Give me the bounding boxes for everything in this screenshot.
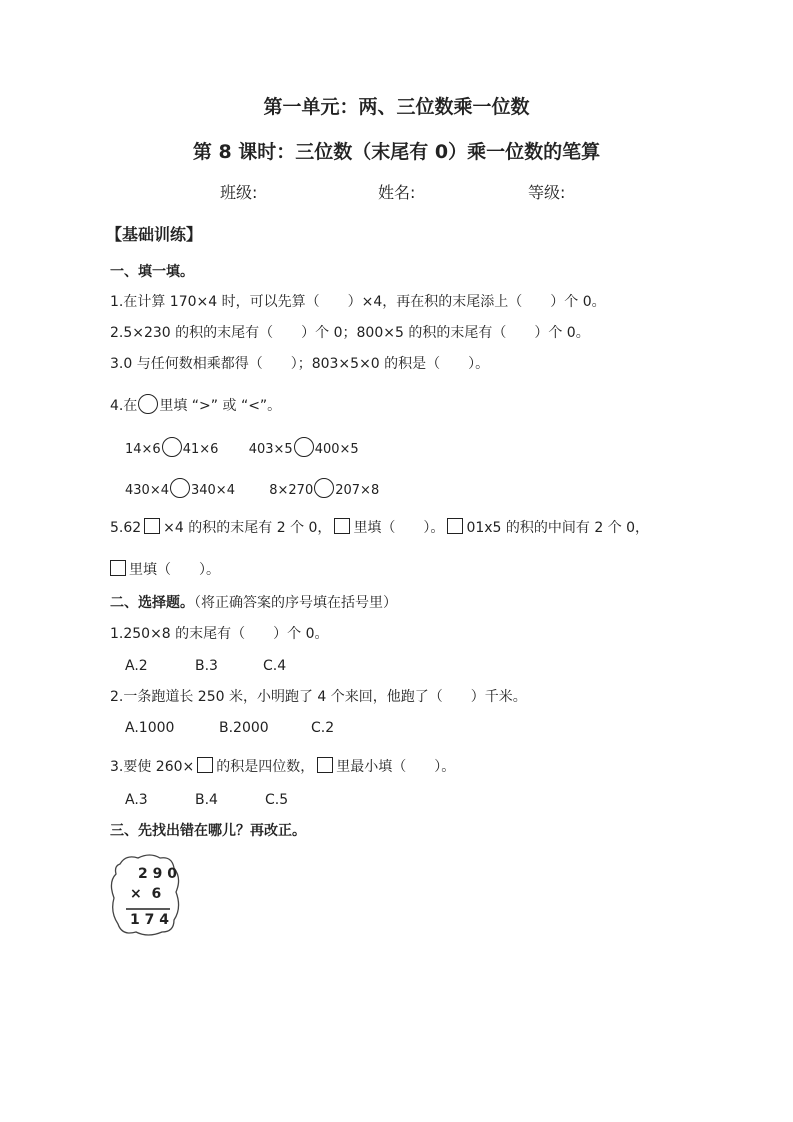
box-icon: [110, 560, 126, 576]
compare-left: 14×6: [125, 442, 161, 457]
question-1-5-cont: [110, 560, 220, 580]
compare-circle-input[interactable]: [294, 437, 314, 457]
name-label: 姓名:: [378, 183, 416, 202]
q-text: 3.要使 260×: [110, 759, 195, 775]
question-1-3: 3.0 与任何数相乘都得（ ）；803×5×0 的积是（ ）。: [110, 356, 490, 372]
compare-circle-input[interactable]: [170, 478, 190, 498]
q4-text-b: 里填 “>” 或 “<”。: [159, 398, 282, 414]
question-2-3: [110, 757, 455, 777]
box-input[interactable]: [447, 518, 463, 534]
question-2-1: 1.250×8 的末尾有（ ）个 0。: [110, 626, 329, 642]
q5-text: 01x5 的积的中间有 2 个 0，: [466, 520, 650, 536]
box-icon: [317, 757, 333, 773]
q5-text: 里填（ ）。: [129, 562, 220, 578]
wrong-calculation-image: [108, 852, 182, 944]
option[interactable]: C.4: [263, 658, 287, 674]
q-text: 里最小填（ ）。: [336, 759, 456, 775]
compare-row: [125, 478, 379, 501]
q5-text: ×4 的积的末尾有 2 个 0，: [163, 520, 332, 536]
part3-heading: 三、先找出错在哪儿？再改正。: [110, 823, 306, 839]
page-title: 第一单元：两、三位数乘一位数: [263, 96, 530, 118]
calc-multiplier: × 6: [130, 886, 162, 902]
box-icon: [334, 518, 350, 534]
compare-row: [125, 437, 359, 460]
compare-circle-input[interactable]: [314, 478, 334, 498]
part2-heading: [110, 593, 397, 613]
compare-right: 340×4: [190, 483, 235, 498]
grade-label: 等级:: [528, 183, 566, 202]
option[interactable]: B.4: [195, 792, 218, 808]
option[interactable]: C.2: [311, 720, 335, 736]
question-1-1: 1.在计算 170×4 时，可以先算（ ）×4，再在积的末尾添上（ ）个 0。: [110, 294, 606, 310]
part2-note: （将正确答案的序号填在括号里）: [194, 595, 397, 611]
section-basic: 【基础训练】: [106, 225, 203, 244]
class-label: 班级:: [220, 183, 258, 202]
question-2-2: 2.一条跑道长 250 米，小明跑了 4 个来回，他跑了（ ）千米。: [110, 689, 527, 705]
option[interactable]: B.2000: [219, 720, 269, 736]
calc-multiplicand: 2 9 0: [138, 866, 177, 882]
question-1-5: [110, 518, 649, 538]
compare-right: 400×5: [314, 442, 359, 457]
q4-text-a: 4.在: [110, 398, 138, 414]
question-1-2: 2.5×230 的积的末尾有（ ）个 0；800×5 的积的末尾有（ ）个 0。: [110, 325, 590, 341]
lesson-title: 第 8 课时：三位数（末尾有 0）乘一位数的笔算: [192, 141, 601, 163]
compare-right: 41×6: [182, 442, 219, 457]
q-text: 的积是四位数，: [216, 759, 315, 775]
q5-text: 里填（ ）。: [353, 520, 445, 536]
option[interactable]: A.2: [125, 658, 148, 674]
compare-left: 430×4: [125, 483, 169, 498]
compare-right: 207×8: [335, 483, 380, 498]
compare-circle-input[interactable]: [162, 437, 182, 457]
option[interactable]: C.5: [265, 792, 289, 808]
box-icon: [197, 757, 213, 773]
q5-text: 5.62: [110, 520, 142, 536]
compare-left: 8×270: [269, 483, 314, 498]
calc-result: 1 7 4: [130, 912, 169, 928]
part1-heading: 一、填一填。: [110, 264, 194, 280]
compare-left: 403×5: [248, 442, 293, 457]
question-1-4: [110, 394, 281, 416]
part2-title: 二、选择题。: [110, 595, 194, 611]
option[interactable]: B.3: [195, 658, 218, 674]
circle-icon: [138, 394, 158, 414]
box-input[interactable]: [144, 518, 160, 534]
option[interactable]: A.3: [125, 792, 148, 808]
option[interactable]: A.1000: [125, 720, 175, 736]
